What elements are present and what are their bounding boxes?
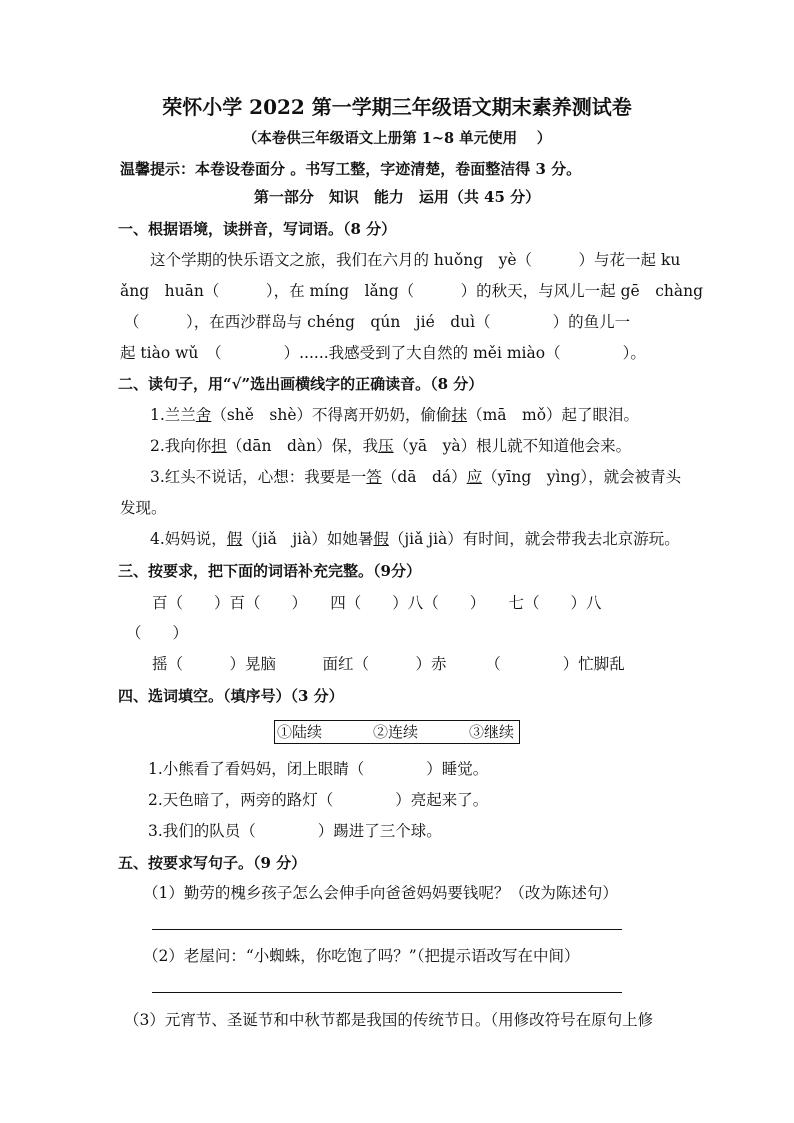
section-5-heading: 五、按要求写句子。（9 分） (118, 854, 307, 872)
s2-question-4 (150, 528, 680, 550)
s1-line-1: 这个学期的快乐语文之旅，我们在六月的 huǒng yè（ ）与花一起 ku (150, 251, 681, 269)
s2-question-3-cont: 发现。 (120, 499, 167, 517)
s2-q3-text-a: 3.红头不说话，心想：我要是一 (150, 468, 367, 486)
s2-q4-underlined-2: 假 (373, 530, 389, 548)
s2-q1-underlined-2: 抹 (451, 406, 468, 424)
s5-question-2: （2）老屋问：“小蜘蛛，你吃饱了吗？”（把提示语改写在中间） (143, 947, 580, 965)
s1-line-3: （ ），在西沙群岛与 chéng qún jié duì（ ）的鱼儿一 (124, 313, 631, 331)
s5-question-1: （1）勤劳的槐乡孩子怎么会伸手向爸爸妈妈要钱呢？（改为陈述句） (143, 884, 618, 902)
option-3: ③继续 (469, 723, 515, 741)
s2-q3-underlined-2: 应 (466, 468, 483, 486)
section-1-heading: 一、根据语境，读拼音，写词语。（8 分） (118, 220, 397, 238)
section-4-heading: 四、选词填空。（填序号）（3 分） (118, 687, 344, 705)
word-choice-box (274, 720, 520, 744)
s1-line-4: 起 tiào wǔ （ ）......我感受到了大自然的 měi miào（ ）。 (120, 344, 646, 362)
s2-q2-text-b: （dān dàn）保，我 (226, 437, 379, 455)
tip-text: 温馨提示：本卷设卷面分 。书写工整，字迹清楚，卷面整洁得 3 分。 (120, 160, 582, 178)
s4-question-3: 3.我们的队员（ ）踢进了三个球。 (148, 822, 442, 840)
s2-q2-text-a: 2.我向你 (150, 437, 212, 455)
answer-line-2[interactable] (152, 992, 622, 993)
s2-q1-text-b: （shě shè）不得离开奶奶，偷偷 (211, 406, 452, 424)
section-3-heading: 三、按要求，把下面的词语补充完整。（9分） (118, 562, 421, 580)
s4-question-1: 1.小熊看了看妈妈，闭上眼睛（ ）睡觉。 (148, 760, 489, 778)
part-heading: 第一部分 知识 能力 运用（共 45 分） (253, 188, 541, 206)
s3-row-2: （ ） (126, 624, 189, 642)
s2-q2-underlined-1: 担 (211, 437, 227, 455)
s4-question-2: 2.天色暗了，两旁的路灯（ ）亮起来了。 (148, 791, 489, 809)
s5-question-3: （3）元宵节、圣诞节和中秋节都是我国的传统节日。（用修改符号在原句上修 (124, 1011, 654, 1029)
s2-question-1 (150, 404, 639, 426)
section-2-heading: 二、读句子，用“√”选出画横线字的正确读音。（8 分） (118, 375, 484, 393)
s2-question-3 (150, 466, 681, 488)
s2-q1-text-c: （mā mǒ）起了眼泪。 (467, 406, 640, 424)
s1-line-2: ǎng huān（ ），在 míng lǎng（ ）的秋天，与风儿一起 gē chàng (120, 282, 704, 300)
s2-q2-underlined-2: 压 (378, 437, 394, 455)
option-1: ①陆续 (277, 723, 323, 741)
s2-q4-text-a: 4.妈妈说， (150, 530, 227, 548)
page-subtitle: （本卷供三年级语文上册第 1~8 单元使用 ） (242, 130, 552, 147)
s2-q4-text-b: （jiǎ jià）如她暑 (242, 530, 374, 548)
option-2: ②连续 (373, 723, 419, 741)
page-title: 荣怀小学 2022 第一学期三年级语文期末素养测试卷 (162, 95, 632, 119)
s2-q4-underlined-1: 假 (226, 530, 243, 548)
s2-question-2 (150, 435, 631, 457)
s2-q2-text-c: （yā yà）根儿就不知道他会来。 (393, 437, 632, 455)
s2-q1-text-a: 1.兰兰 (150, 406, 196, 424)
s3-row-3: 摇（ ）晃脑 面红（ ）赤 （ ）忙脚乱 (152, 655, 625, 673)
s2-q1-underlined-1: 舍 (195, 406, 212, 424)
s2-q3-text-b: （dā dá） (381, 468, 467, 486)
s2-q3-text-c: （yīng yìng），就会被青头 (482, 468, 682, 486)
s3-row-1: 百（ ）百（ ） 四（ ）八（ ） 七（ ）八 (152, 594, 602, 612)
s2-q3-underlined-1: 答 (366, 468, 382, 486)
answer-line-1[interactable] (152, 929, 622, 930)
s2-q4-text-c: （jiǎ jià）有时间，就会带我去北京游玩。 (388, 530, 680, 548)
